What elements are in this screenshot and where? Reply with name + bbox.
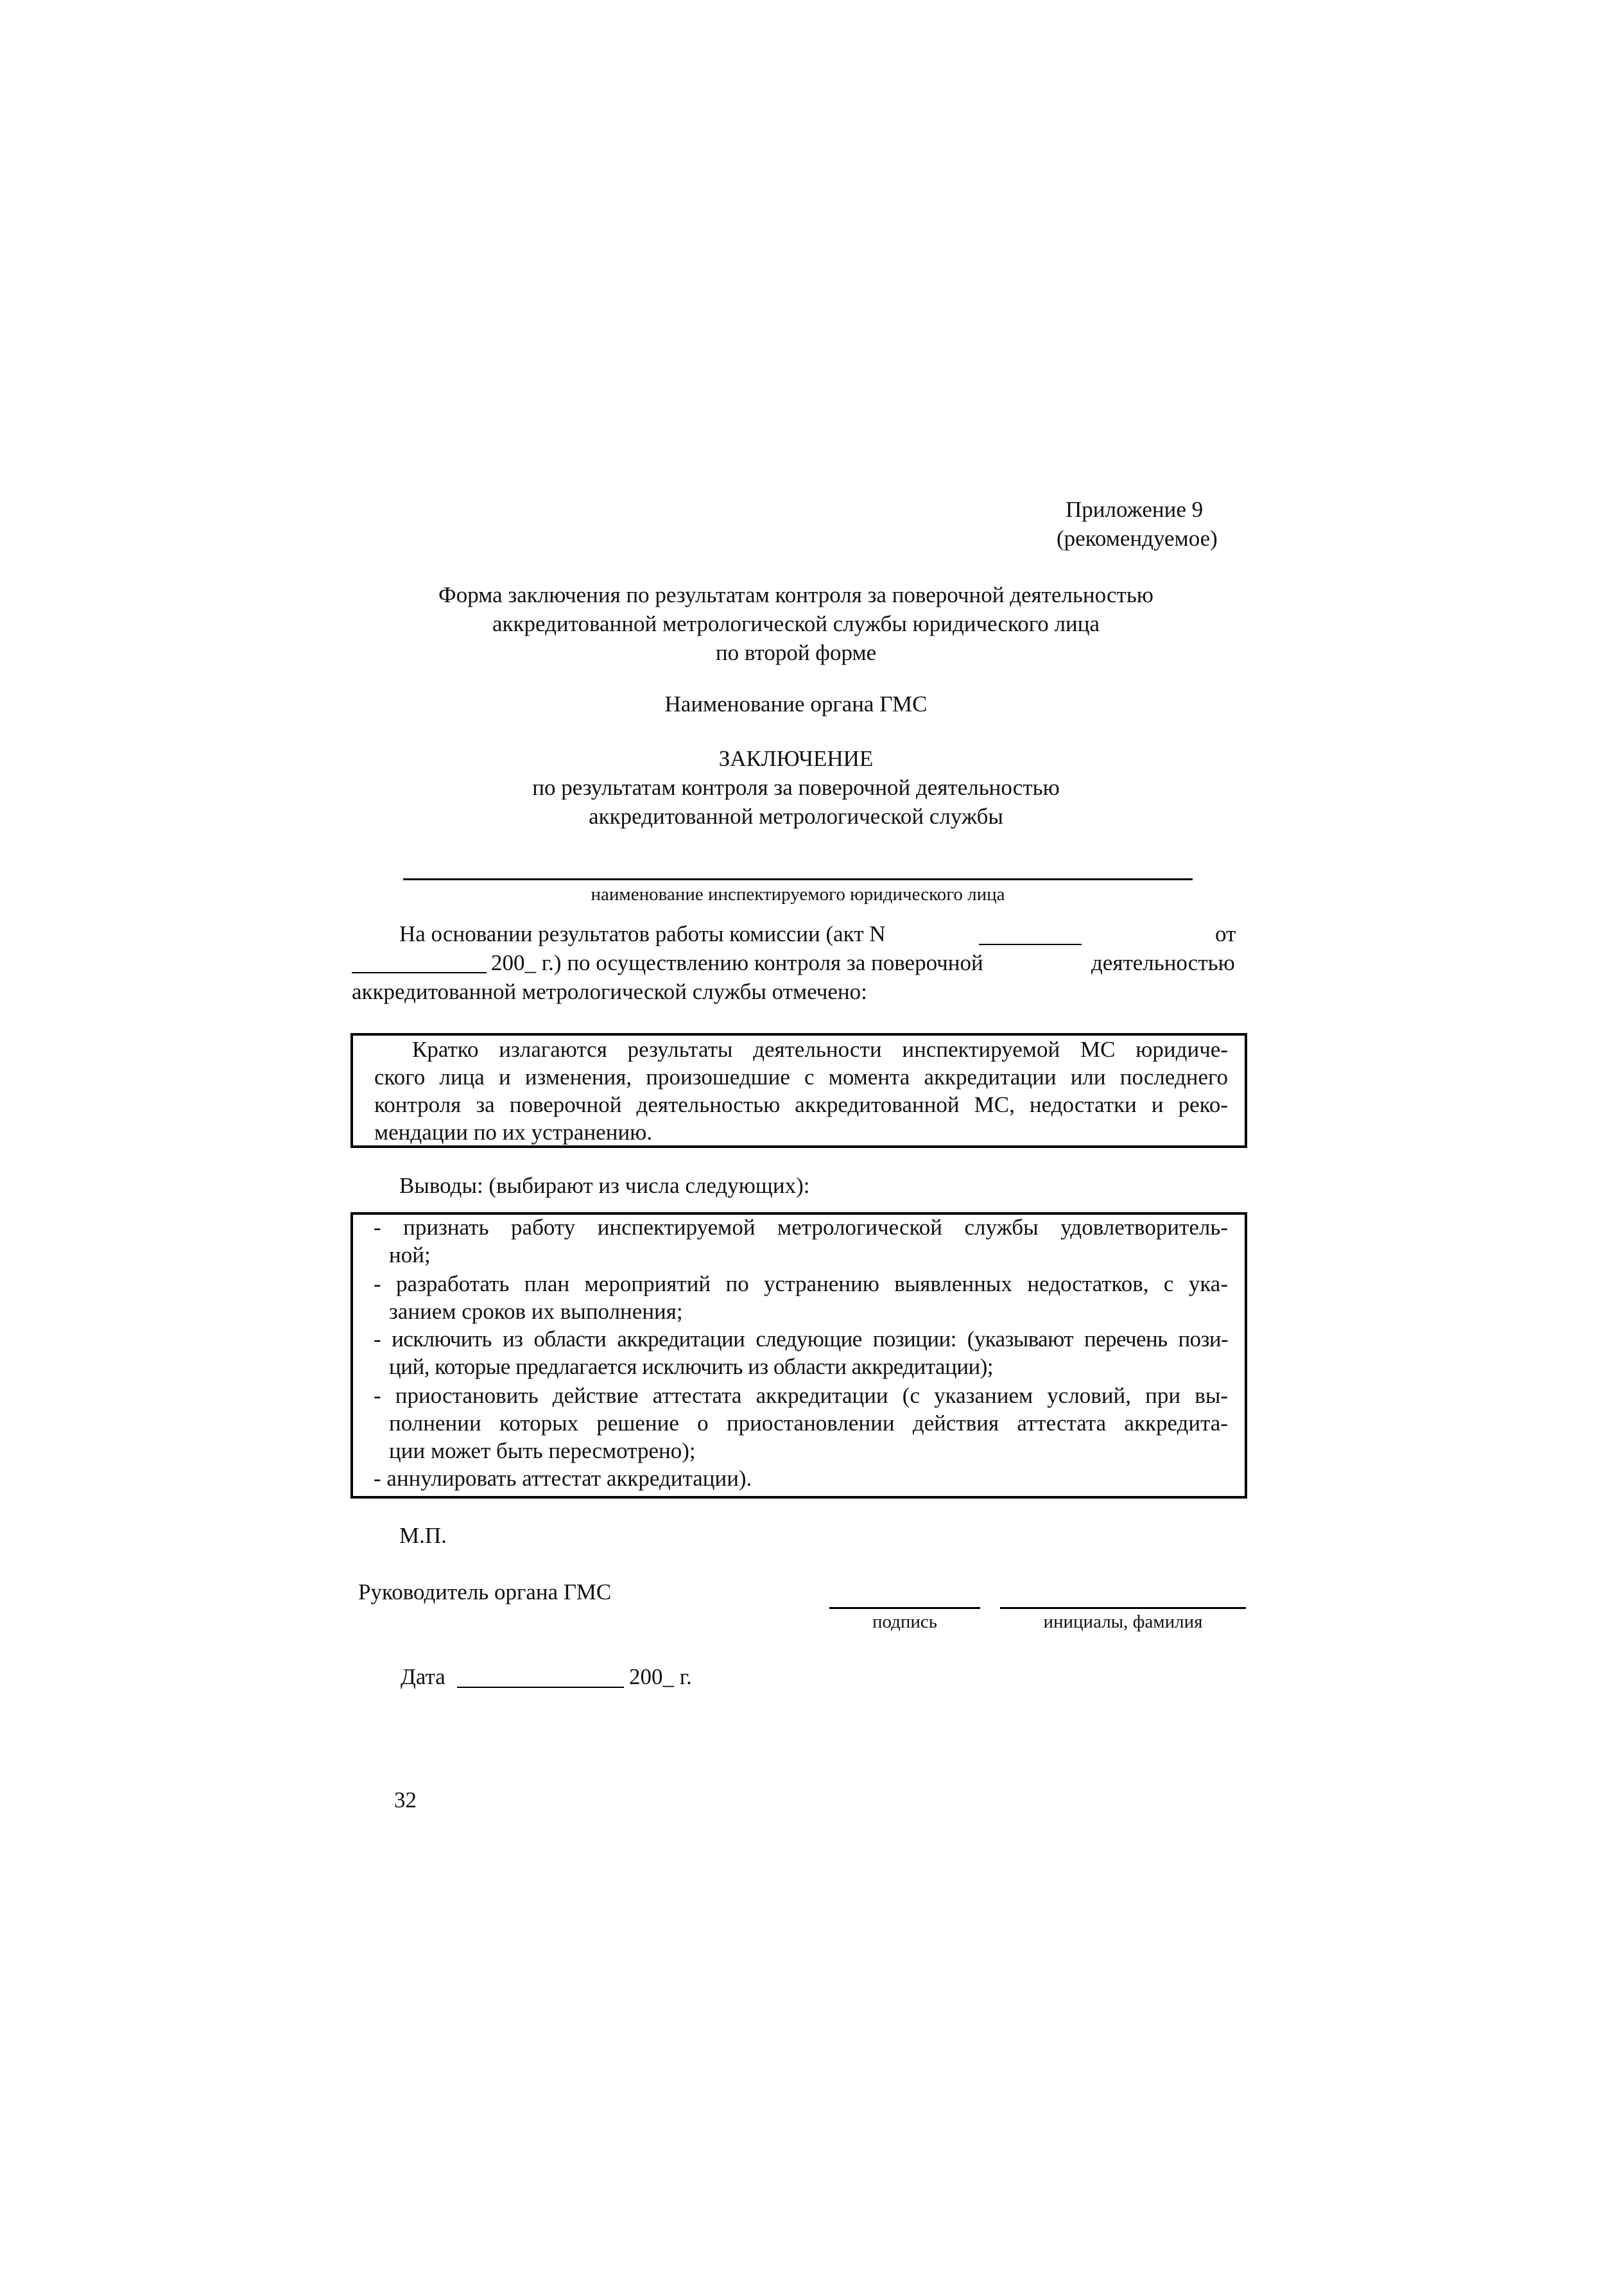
basis-line-1-start: На основании результатов работы комиссии (акт N bbox=[399, 921, 886, 946]
summary-line-4: мендации по их устранению. bbox=[374, 1120, 653, 1145]
conclusion-heading: ЗАКЛЮЧЕНИЕ bbox=[718, 746, 874, 771]
signature-line[interactable] bbox=[829, 1607, 980, 1609]
option-plan-line-1: - разработать план мероприятий по устранению выявленных недостатков, с ука- bbox=[374, 1271, 1228, 1296]
option-approve-line-2: ной; bbox=[389, 1242, 431, 1267]
summary-line-3: контроля за поверочной деятельностью аккредитованной МС, недостатки и реко- bbox=[374, 1092, 1228, 1117]
page-number: 32 bbox=[394, 1787, 417, 1813]
summary-line-2: ского лица и изменения, произошедшие с момента аккредитации или последнего bbox=[374, 1065, 1228, 1090]
act-date-blank[interactable] bbox=[352, 953, 487, 973]
conclusion-line-1: по результатам контроля за поверочной деятельностью bbox=[532, 775, 1060, 800]
basis-line-2-end: деятельностью bbox=[1091, 950, 1235, 975]
act-number-blank[interactable] bbox=[979, 925, 1082, 945]
basis-line-2-year: 200_ г.) по осуществлению контроля за поверочной bbox=[491, 950, 983, 975]
date-blank[interactable] bbox=[457, 1667, 624, 1688]
basis-line-3: аккредитованной метрологической службы отмечено: bbox=[352, 979, 867, 1004]
entity-name-caption: наименование инспектируемого юридического лица bbox=[591, 884, 1005, 905]
option-suspend-line-3: ции может быть пересмотрено); bbox=[389, 1438, 696, 1463]
date-year: 200_ г. bbox=[629, 1664, 692, 1689]
conclusions-label: Выводы: (выбирают из числа следующих): bbox=[399, 1173, 810, 1198]
option-exclude-line-1: - исключить из области аккредитации следующие позиции: (указывают перечень пози- bbox=[374, 1326, 1228, 1352]
appendix-title: Приложение 9 bbox=[1066, 497, 1204, 522]
basis-line-1-end: от bbox=[1215, 921, 1236, 946]
organ-name: Наименование органа ГМС bbox=[664, 691, 928, 717]
option-approve-line-1: - признать работу инспектируемой метрологической службы удовлетворитель- bbox=[374, 1215, 1228, 1240]
option-suspend-line-1: - приостановить действие аттестата аккредитации (с указанием условий, при вы- bbox=[374, 1383, 1228, 1408]
entity-name-line bbox=[403, 878, 1193, 880]
form-title-line-1: Форма заключения по результатам контроля за поверочной деятельностью bbox=[438, 582, 1153, 607]
option-annul-line-1: - аннулировать аттестат аккредитации). bbox=[374, 1466, 752, 1491]
option-exclude-line-2: ций, которые предлагается исключить из области аккредитации); bbox=[389, 1354, 994, 1379]
name-caption: инициалы, фамилия bbox=[1043, 1612, 1203, 1632]
date-label: Дата bbox=[401, 1664, 445, 1689]
summary-line-1: Кратко излагаются результаты деятельности инспектируемой МС юридиче- bbox=[412, 1037, 1228, 1062]
conclusion-line-2: аккредитованной метрологической службы bbox=[589, 804, 1003, 829]
name-line[interactable] bbox=[1000, 1607, 1246, 1609]
option-suspend-line-2: полнении которых решение о приостановлении действия аттестата аккредита- bbox=[389, 1411, 1228, 1436]
appendix-status: (рекомендуемое) bbox=[1057, 526, 1218, 551]
summary-box bbox=[350, 1033, 1247, 1148]
options-box bbox=[350, 1212, 1247, 1499]
stamp-label: М.П. bbox=[399, 1523, 447, 1548]
signatory-label: Руководитель органа ГМС bbox=[358, 1579, 612, 1604]
form-title-line-3: по второй форме bbox=[715, 640, 877, 665]
signature-caption: подпись bbox=[872, 1612, 938, 1632]
option-plan-line-2: занием сроков их выполнения; bbox=[389, 1299, 683, 1324]
form-title-line-2: аккредитованной метрологической службы юридического лица bbox=[492, 611, 1100, 636]
